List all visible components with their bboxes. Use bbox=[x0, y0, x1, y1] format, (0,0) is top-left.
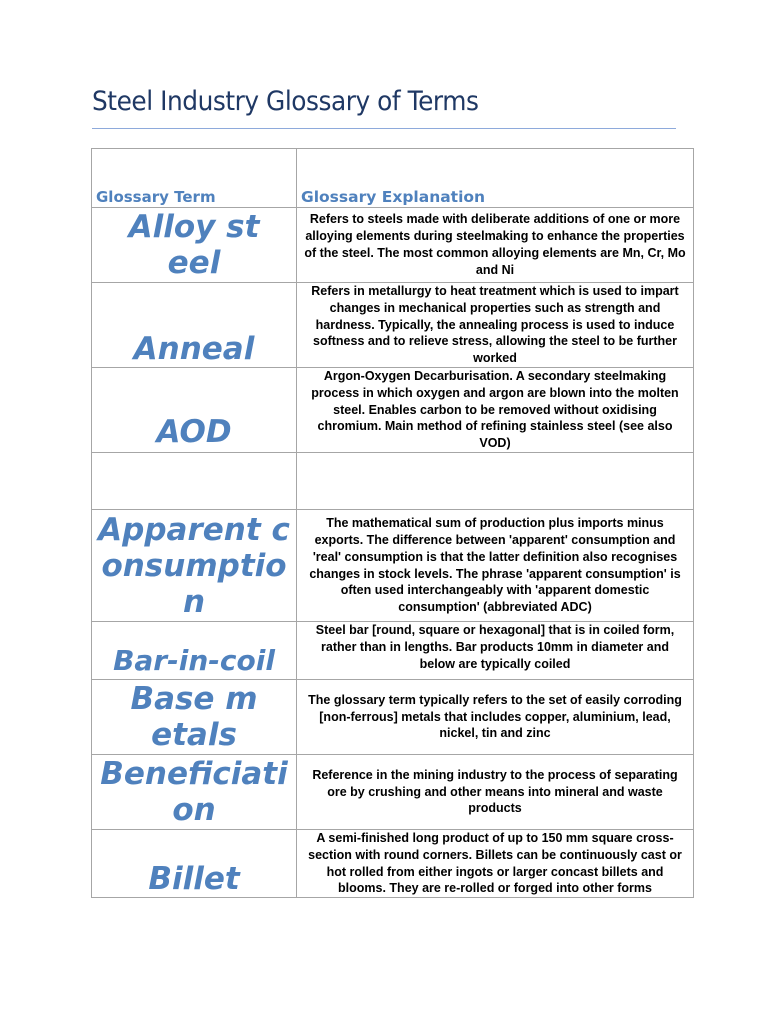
glossary-term: Anneal bbox=[92, 283, 297, 368]
glossary-term: Base metals bbox=[92, 680, 297, 755]
glossary-term: Alloy steel bbox=[92, 208, 297, 283]
glossary-term: AOD bbox=[92, 368, 297, 453]
glossary-explanation: The mathematical sum of production plus imports minus exports. The difference between 'apparent' consumption and 'real' consumption is that the latter definition also recognises changes in stock levels. The phrase 'apparent consumption' is often used interchangeably with 'apparent domestic consumption' (abbreviated ADC) bbox=[297, 510, 694, 622]
column-header-explanation: Glossary Explanation bbox=[297, 149, 694, 208]
glossary-explanation: Refers to steels made with deliberate additions of one or more alloying elements during steelmaking to enhance the properties of the steel. The most common alloying elements are Mn, Cr, Mo and Ni bbox=[297, 208, 694, 283]
title-divider bbox=[92, 128, 676, 129]
glossary-explanation: The glossary term typically refers to the set of easily corroding [non-ferrous] metals that includes copper, aluminium, lead, nickel, tin and zinc bbox=[297, 680, 694, 755]
table-row bbox=[92, 755, 694, 830]
glossary-explanation: Steel bar [round, square or hexagonal] that is in coiled form, rather than in lengths. Bar products 10mm in diameter and below are typically coiled bbox=[297, 622, 694, 680]
table-header-row bbox=[92, 149, 694, 208]
glossary-table bbox=[91, 148, 694, 898]
glossary-term: Billet bbox=[92, 830, 297, 898]
glossary-term: Bar-in-coil bbox=[92, 622, 297, 680]
table-row bbox=[92, 453, 694, 510]
glossary-explanation: Reference in the mining industry to the process of separating ore by crushing and other means into mineral and waste products bbox=[297, 755, 694, 830]
glossary-term: Apparent consumption bbox=[92, 510, 297, 622]
column-header-term: Glossary Term bbox=[92, 149, 297, 208]
glossary-term: Beneficiation bbox=[92, 755, 297, 830]
table-row bbox=[92, 830, 694, 898]
glossary-explanation: Refers in metallurgy to heat treatment which is used to impart changes in mechanical properties such as strength and hardness. Typically, the annealing process is used to induce softness and to relieve stress, allowing the steel to be further worked bbox=[297, 283, 694, 368]
page-title: Steel Industry Glossary of Terms bbox=[92, 86, 479, 117]
glossary-explanation bbox=[297, 453, 694, 510]
table-row bbox=[92, 368, 694, 453]
table-row bbox=[92, 208, 694, 283]
table-row bbox=[92, 510, 694, 622]
table-row bbox=[92, 680, 694, 755]
table-row bbox=[92, 283, 694, 368]
glossary-explanation: A semi-finished long product of up to 150 mm square cross-section with round corners. Billets can be continuously cast or hot rolled from either ingots or larger concast billets and blooms. They are re-rolled or forged into other forms bbox=[297, 830, 694, 898]
table-row bbox=[92, 622, 694, 680]
glossary-term bbox=[92, 453, 297, 510]
glossary-explanation: Argon-Oxygen Decarburisation. A secondary steelmaking process in which oxygen and argon are blown into the molten steel. Enables carbon to be removed without oxidising chromium. Main method of refining stainless steel (see also VOD) bbox=[297, 368, 694, 453]
